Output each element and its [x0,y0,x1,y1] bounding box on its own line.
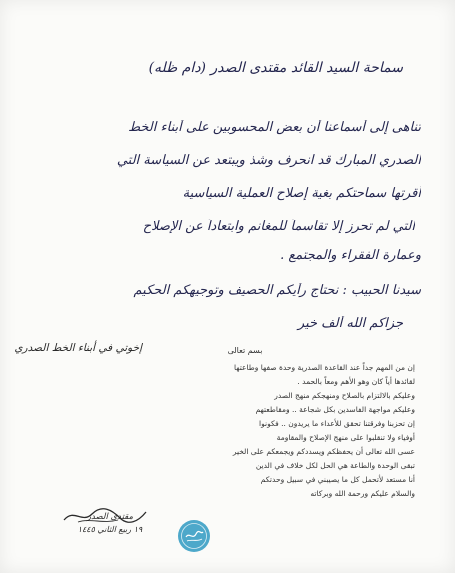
signature-date: ١٩ ربيع الثاني ١٤٤٥ [77,525,143,534]
reply-line: وعليكم بالالتزام بالصلاح ومنهجكم منهج الصدر [274,391,415,400]
closing-line-2: جزاكم الله ألف خير [297,316,403,331]
reply-addressee: إخوتي في أبناء الخط الصدري [14,342,142,354]
body-line-5: وعمارة الفقراء والمجتمع . [280,248,421,263]
body-line-4: التي لم تحرز إلا تقاسماً للمغانم وابتعاداً عن الإصلاح [142,219,415,234]
signature-block [70,512,150,534]
reply-line: أوفياء ولا تنقلبوا على منهج الإصلاح والمقاومة [276,433,415,442]
closing-line-1: سيدنا الحبيب : نحتاج رأيكم الحصيف وتوجيهكم الحكيم [133,283,421,298]
reply-line: عسى الله تعالى أن يحفظكم ويسددكم ويجمعكم على الخير [232,447,415,456]
salutation: سماحة السيد القائد مقتدى الصدر (دام ظله) [148,60,403,76]
reply-line: أنا مستعد لأتحمل كل ما يصيبني في سبيل وحدتكم [260,475,415,484]
reply-line: وعليكم مواجهة الفاسدين بكل شجاعة .. ومقاطعتهم [255,405,415,414]
reply-line: لقائدها أياً كان وهو الأهم ومعاً بالحمد . [297,377,415,386]
signature-name: مقتدى الصدر [86,512,134,522]
basmala: بسم تعالى [227,346,263,355]
body-line-3: أقرتها سماحتكم بغية إصلاح العملية السياسية [182,186,421,201]
reply-block [115,346,415,501]
reply-line: والسلام عليكم ورحمة الله وبركاته [310,489,415,498]
reply-line: تبقى الوحدة والطاعة هي الحل لكل خلاف في الدين [255,461,415,470]
reply-line: إن تحزبنا وفرقتنا تحقق للأعداء ما يريدون .. فكونوا [259,419,415,428]
official-seal-icon [176,518,212,554]
body-line-1: تناهى إلى أسماعنا أن بعض المحسوبين على أبناء الخط [128,120,421,135]
reply-line: إن من المهم جداً عند القاعدة الصدرية وحدة صفها وطاعتها [234,363,415,372]
body-line-2: الصدري المبارك قد انحرف وشذ ويبتعد عن السياسة التي [116,153,421,168]
